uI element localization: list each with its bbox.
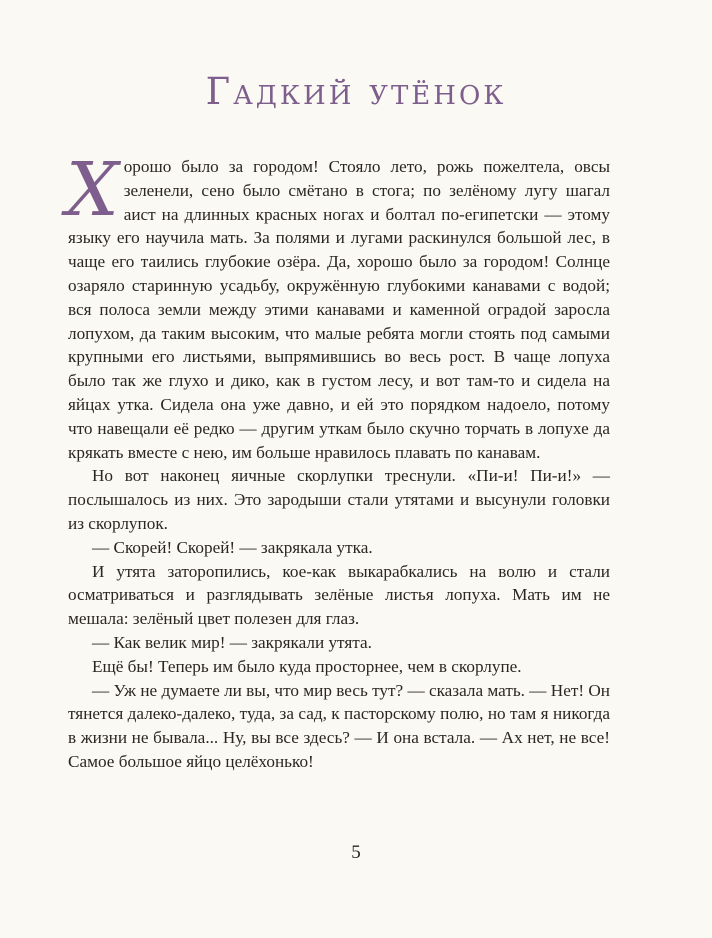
paragraph: — Как велик мир! — закрякали утята. xyxy=(92,632,372,652)
paragraph: Но вот наконец яичные скорлупки треснули. «Пи-и! Пи-и!» — послышалось из них. Это зародыши стали утятами и высунули головки из скорлупок. xyxy=(68,466,610,533)
paragraph: Ещё бы! Теперь им было куда просторнее, чем в скорлупе. xyxy=(92,656,522,676)
page-number: 5 xyxy=(351,842,361,863)
paragraph: — Скорей! Скорей! — закрякала утка. xyxy=(92,537,373,557)
paragraph-text: орошо было за городом! Стояло лето, рожь пожелтела, овсы зеленели, сено было смётано в стога; по зелёному лугу шагал аист на длинных красных ногах и болтал по-египетски — этому языку его научила мать. За полями и лугами раскинулся большой лес, в чаще его таились глубокие озёра. Да, хорошо было за городом! Солнце озаряло старинную усадьбу, окружённую глубокими канавами с водой; вся полоса земли между этими канавами и каменной оградой заросла лопухом, да таким высоким, что малые ребята могли стоять под самыми крупными его листьями, выпрямившись во весь рост. В чаще лопуха было так же глухо и дико, как в густом лесу, и вот там-то и сидела на яйцах утка. Сидела она уже давно, и ей это порядком надоело, потому что навещали её редко — другим уткам было скучно торчать в лопухе да крякать вместе с нею, им больше нравилось плавать по канавам. xyxy=(68,157,610,462)
chapter-body xyxy=(66,147,610,774)
paragraph: И утята заторопились, кое-как выкарабкались на волю и стали осматриваться и разглядывать зелёные листья лопуха. Мать им не мешала: зелёный цвет полезен для глаз. xyxy=(68,561,610,629)
paragraph: — Уж не думаете ли вы, что мир весь тут? — сказала мать. — Нет! Он тянется далеко-далеко, туда, за сад, к пасторскому полю, но там я никогда в жизни не бывала... Ну, вы все здесь? — И она встала. — Ах нет, не все! Самое большое яйцо целёхонько! xyxy=(68,680,610,771)
paragraph xyxy=(66,147,610,464)
chapter-title: Гадкий утёнок xyxy=(205,70,507,113)
drop-cap: Х xyxy=(66,147,119,233)
